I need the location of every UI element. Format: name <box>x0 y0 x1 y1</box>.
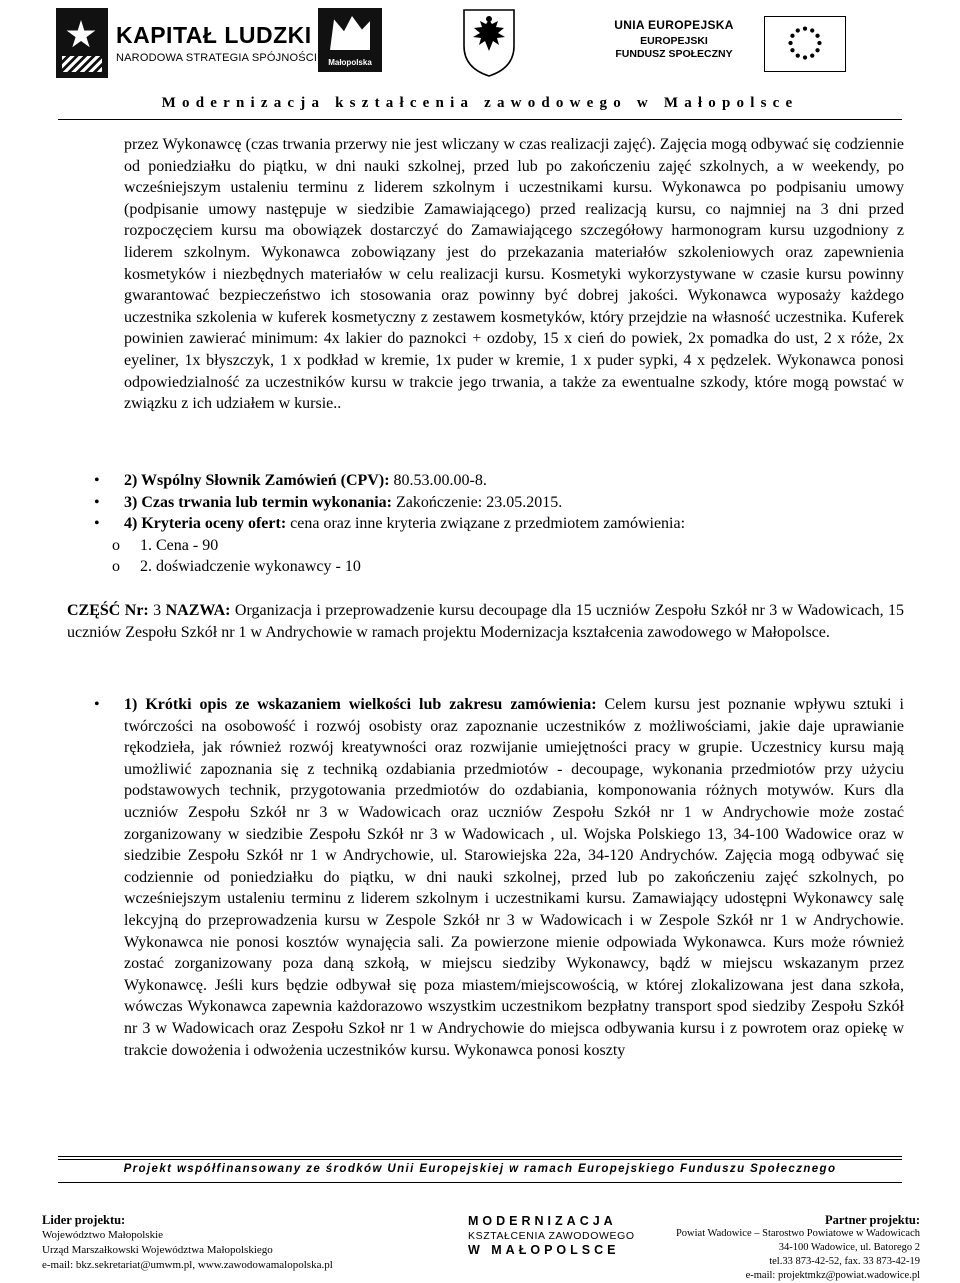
part-number: 3 <box>148 602 166 619</box>
criteria-text: 1. Cena - 90 <box>140 536 219 554</box>
kapital-ludzki-mark-icon <box>56 8 108 78</box>
partner-contact: e-mail: projektmkz@powiat.wadowice.pl <box>745 1270 920 1281</box>
list-item <box>94 535 904 557</box>
cofinancing-statement: Projekt współfinansowany ze środków Unii Europejskiej w ramach Europejskiego Funduszu Społecznego <box>123 1163 837 1175</box>
modernizacja-logo-line2: KSZTAŁCENIA ZAWODOWEGO <box>468 1230 635 1242</box>
coat-of-arms-eagle-icon <box>460 6 518 78</box>
modernizacja-logo-line1: MODERNIZACJA <box>468 1214 617 1228</box>
eu-label: UNIA EUROPEJSKA <box>614 18 734 32</box>
leader-line: Urząd Marszałkowski Województwa Małopolskiego <box>42 1244 273 1256</box>
name-value: Organizacja i przeprowadzenie kursu decoupage dla 15 uczniów Zespołu Szkół nr 3 w Wadowicach, 15 uczniów Zespołu Szkół nr 1 w Andrychowie w ramach projektu Modernizacja kształcenia zawodowego w Małopolsce. <box>67 602 905 641</box>
description-value: Celem kursu jest poznanie wpływu sztuki i twórczości na osobowość i rozwój osobisty oraz zapoznanie uczestników z możliwościami, jakie daje uprawianie rękodzieła, jak również rozwój kreatywności oraz rozwijanie umiejętności pracy w grupie. Uczestnicy kursu mają umożliwić zapoznania się z techniką ozdabiania przedmiotów - decoupage, wykonania przedmiotów przy użyciu podstawowych technik, przygotowania przedmiotów do ozdabiania, komponowania różnych motywów. Kurs dla uczniów Zespołu Szkół nr 3 w Wadowicach oraz uczniów Zespołu Szkół nr 1 w Andrychowie może zostać zorganizowany w siedzibie Zespołu Szkół nr 3 w Wadowicach , ul. Wojska Polskiego 13, 34-100 Wadowice oraz w siedzibie Zespołu Szkół nr 1 w Andrychowie, ul. Starowiejska 22a, 34-120 Andrychów. Zajęcia mogą odbywać się codziennie od poniedziałku do piątku, w dni nauki szkolnej, przed lub po zakończeniu zajęć szkolnych, po wcześniejszym ustaleniu terminu z liderem szkolnym i uczestnikami kursu. Zamawiający udostępni Wykonawcy salę lekcyjną do przeprowadzenia kursu w Zespole Szkół nr 3 w Wadowicach i w Zespole Szkół nr 1 w Andrychowie. Wykonawca nie ponosi kosztów wynajęcia sali. Za powierzone mienie odpowiada Wykonawca. Kurs może również zostać zorganizowany poza daną szkołą, w miejscu siedziby Wykonawcy, bądź w miejscu wskazanym przez Wykonawcę. Jeśli kurs będzie odbywał się poza miastem/miejscowością, w której zlokalizowana jest dana szkoła, wówczas Wykonawca zapewnia każdorazowo wszystkim uczestnikom bezpłatny transport spod siedziby Zespołu Szkół nr 3 w Wadowicach oraz Zespołu Szkoł nr 1 w Andrychowie do miejsca odbywania kursu i z powrotem oraz opiekę w trakcie dowożenia i odwożenia uczestników kursu. Wykonawca ponosi koszty <box>124 696 904 1059</box>
part2-continuation <box>124 134 904 415</box>
modernizacja-logo-line3: W MAŁOPOLSCE <box>468 1243 620 1257</box>
eu-flag-icon <box>764 16 846 72</box>
list-item <box>94 556 904 578</box>
part2-continuation-text: przez Wykonawcę (czas trwania przerwy nie jest wliczany w czas realizacji zajęć). Zajęcia mogą odbywać się codziennie od poniedziałku do piątku, w dni nauki szkolnej, przed lub po zakończeniu zajęć szkolnych, a w weekendy, po wcześniejszym ustaleniu terminu z liderem szkolnym i uczestnikami kursu. Wykonawca po podpisaniu umowy (podpisanie umowy następuje w siedzibie Zamawiającego) przed realizacją kursu, co najmniej na 3 dni przed rozpoczęciem kursu ma obowiązek dostarczyć do Zamawiającego szczegółowy harmonogram kursu uzgodniony z liderem szkolnym. Wykonawca zobowiązany jest do przekazania materiałów szkoleniowych oraz zapewnienia kosmetyków i niezbędnych materiałów w celu realizacji kursu. Kosmetyki wykorzystywane w czasie kursu powinny gwarantować bezpieczeństwo ich stosowania oraz powinny być dobrej jakości. Wykonawca wyposaży każdego uczestnika szkolenia w kuferek kosmetyczny z zestawem kosmetyków, który przejdzie na własność uczestnika. Kuferek powinien zawierać minimum: 4x lakier do paznokci + ozdoby, 15 x cień do powiek, 2x pomadka do ust, 2 x róże, 2x eyeliner, 1x błyszczyk, 1 x podkład w kremie, 1x puder w kremie, 1 x puder sypki, 4 x pędzelek. Wykonawca ponosi odpowiedzialność za uczestników kursu w trakcie jego trwania, a także za ewentualne szkody, które mogą powstać w związku z ich udziałem w kursie.. <box>124 136 904 413</box>
header-divider <box>58 119 902 120</box>
name-label: NAZWA: <box>165 602 231 619</box>
partner-line: Powiat Wadowice – Starostwo Powiatowe w Wadowicach <box>675 1228 920 1239</box>
duration-label: 3) Czas trwania lub termin wykonania: <box>124 493 393 511</box>
part2-bullet-list <box>94 470 904 578</box>
list-item-criteria <box>94 513 904 535</box>
criteria-marker: o <box>112 558 120 576</box>
kapital-ludzki-subtitle: NARODOWA STRATEGIA SPÓJNOŚCI <box>116 52 318 64</box>
kapital-ludzki-logo <box>56 8 318 78</box>
duration-value: Zakończenie: 23.05.2015. <box>392 493 563 511</box>
project-leader-block <box>42 1213 333 1273</box>
malopolska-label: Małopolska <box>328 58 372 67</box>
description-label: 1) Krótki opis ze wskazaniem wielkości lub zakresu zamówienia: <box>124 696 597 713</box>
criteria-sublist <box>94 535 904 578</box>
page-header <box>0 0 960 125</box>
esf-label-line2: FUNDUSZ SPOŁECZNY <box>615 48 733 60</box>
kapital-ludzki-title: KAPITAŁ LUDZKI <box>116 22 312 48</box>
part-label: CZĘŚĆ Nr: <box>67 602 149 619</box>
footer-divider <box>58 1156 902 1157</box>
part3-heading <box>67 600 904 643</box>
cpv-value: 80.53.00.00-8. <box>389 472 487 489</box>
partner-line: 34-100 Wadowice, ul. Batorego 2 <box>778 1242 920 1253</box>
malopolska-mark-icon <box>330 16 370 50</box>
partner-line: tel.33 873-42-52, fax. 33 873-42-19 <box>769 1256 920 1267</box>
footer-divider <box>58 1182 902 1183</box>
cpv-label: 2) Wspólny Słownik Zamówień (CPV): <box>124 472 390 489</box>
leader-heading: Lider projektu: <box>42 1213 126 1227</box>
criteria-marker: o <box>112 536 120 554</box>
list-item-description <box>94 694 904 1061</box>
leader-line: Województwo Małopolskie <box>42 1229 164 1241</box>
list-item-duration <box>94 492 904 514</box>
list-item-cpv <box>94 470 904 492</box>
leader-contact: e-mail: bkz.sekretariat@umwm.pl, www.zawodowamalopolska.pl <box>42 1259 333 1271</box>
footer-divider <box>58 1159 902 1160</box>
esf-label-line1: EUROPEJSKI <box>640 35 708 47</box>
criteria-value: cena oraz inne kryteria związane z przedmiotem zamówienia: <box>286 515 686 533</box>
criteria-text: 2. doświadczenie wykonawcy - 10 <box>140 558 361 576</box>
malopolska-logo <box>318 8 382 72</box>
modernizacja-logo <box>468 1214 635 1257</box>
eu-esf-logo <box>614 16 846 76</box>
project-partner-block <box>676 1213 920 1283</box>
partner-heading: Partner projektu: <box>824 1213 920 1227</box>
criteria-label: 4) Kryteria oceny ofert: <box>124 515 287 533</box>
part3-description <box>94 694 904 1061</box>
project-tagline: Modernizacja kształcenia zawodowego w Małopolsce <box>161 95 799 111</box>
